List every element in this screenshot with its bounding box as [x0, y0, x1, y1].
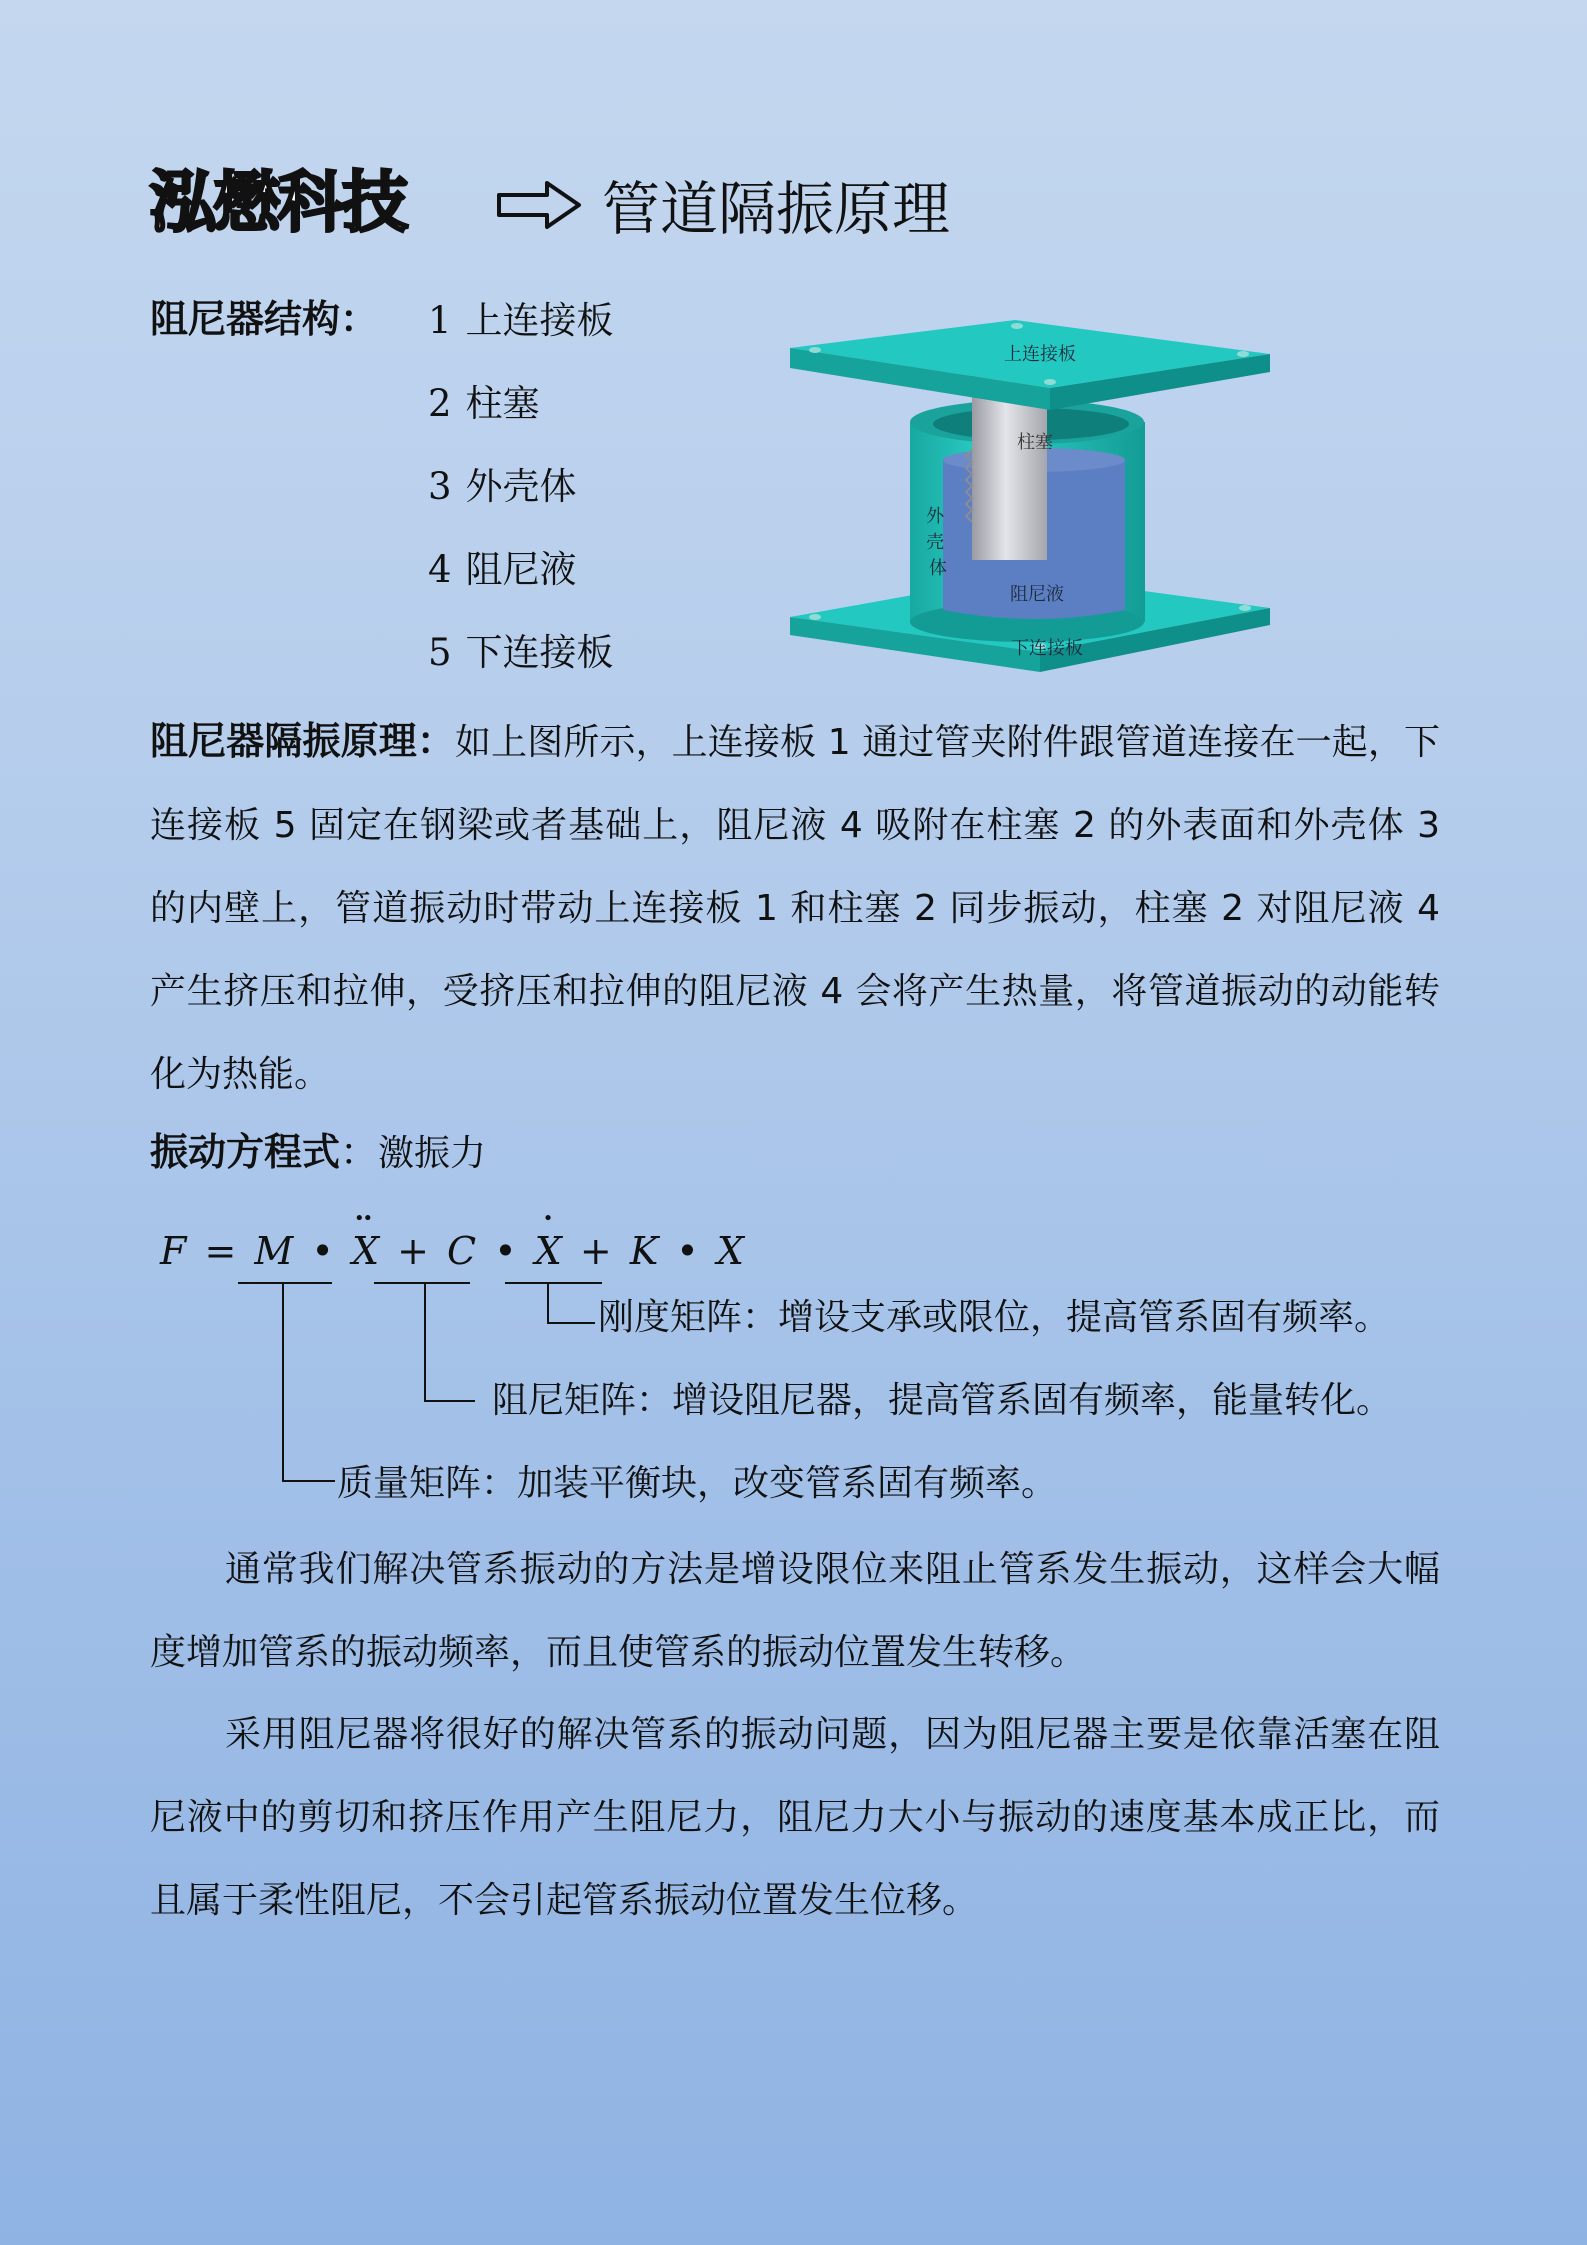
item-label: 下连接板 [465, 631, 614, 674]
label-fluid: 阻尼液 [1010, 584, 1064, 605]
label-bottom-plate: 下连接板 [1011, 638, 1083, 659]
equation-subtitle: 激振力 [378, 1133, 487, 1174]
item-number: 3 [428, 465, 452, 508]
leader-stiffness [548, 1283, 595, 1323]
eq-M: M [254, 1229, 294, 1273]
leader-mass [283, 1283, 335, 1481]
structure-label: 阻尼器结构： [150, 297, 379, 341]
equation-label: 振动方程式 [150, 1130, 341, 1174]
eq-C: C [447, 1229, 477, 1273]
item-number: 1 [428, 299, 452, 342]
vibration-equation [160, 1229, 744, 1273]
item-number: 5 [428, 631, 452, 674]
label-shell: 外 壳 体 [926, 506, 947, 579]
structure-item [428, 631, 614, 674]
eq-plus: + [579, 1229, 612, 1273]
item-label: 上连接板 [465, 299, 614, 342]
eq-F: F [160, 1229, 187, 1273]
eq-plus: + [397, 1229, 429, 1273]
item-label: 柱塞 [465, 382, 540, 425]
equation-colon: ： [340, 1130, 379, 1174]
item-label: 外壳体 [465, 465, 577, 508]
item-label: 阻尼液 [465, 548, 577, 591]
eq-X-double-dot: •• X [352, 1232, 379, 1270]
top-plate [790, 320, 1270, 410]
eq-X-dot: • X [535, 1232, 562, 1270]
structure-item [428, 465, 577, 508]
eq-equals: = [204, 1229, 237, 1273]
annotation-damping: 阻尼矩阵：增设阻尼器，提高管系固有频率，能量转化。 [492, 1380, 1393, 1421]
brand-logo: 泓懋科技 [150, 164, 406, 241]
principle-text: 如上图所示，上连接板 1 通过管夹附件跟管道连接在一起，下连接板 5 固定在钢梁或者基础上，阻尼液 4 吸附在柱塞 2 的外表面和外壳体 3 的内壁上，管道振动时带动上连接板 1 和柱塞 2 同步振动，柱塞 2 对阻尼液 4 产生挤压和拉伸，受挤压和拉伸的阻尼液 4 会将产生热量，将管道振动的动能转化为热能。 [150, 722, 1440, 1095]
item-number: 4 [428, 548, 452, 591]
label-plunger: 柱塞 [1017, 432, 1053, 453]
eq-X: X [716, 1229, 744, 1273]
structure-item [428, 548, 577, 591]
structure-item [428, 299, 614, 342]
label-top-plate: 上连接板 [1004, 344, 1076, 365]
body-paragraph: 通常我们解决管系振动的方法是增设限位来阻止管系发生振动，这样会大幅度增加管系的振动频率，而且使管系的振动位置发生转移。 [150, 1549, 1440, 1673]
eq-dot: • [494, 1229, 517, 1273]
structure-item [428, 382, 540, 425]
page-title: 管道隔振原理 [602, 175, 951, 243]
eq-dot: • [311, 1229, 334, 1273]
item-number: 2 [428, 382, 452, 425]
body-paragraph: 采用阻尼器将很好的解决管系的振动问题，因为阻尼器主要是依靠活塞在阻尼液中的剪切和挤压作用产生阻尼力，阻尼力大小与振动的速度基本成正比，而且属于柔性阻尼，不会引起管系振动位置发生位移。 [150, 1714, 1440, 1921]
eq-dot: • [676, 1229, 699, 1273]
principle-label: 阻尼器隔振原理 [150, 719, 417, 763]
principle-colon: ： [416, 719, 455, 763]
double-right-arrow-icon [495, 175, 585, 235]
annotation-mass: 质量矩阵：加装平衡块，改变管系固有频率。 [337, 1463, 1058, 1504]
leader-damping [425, 1283, 475, 1401]
principle-paragraph [150, 700, 1440, 1116]
equation-heading [150, 1130, 487, 1174]
eq-K: K [629, 1229, 659, 1273]
annotation-stiffness: 刚度矩阵：增设支承或限位，提高管系固有频率。 [598, 1297, 1391, 1338]
damper-diagram [785, 310, 1275, 680]
